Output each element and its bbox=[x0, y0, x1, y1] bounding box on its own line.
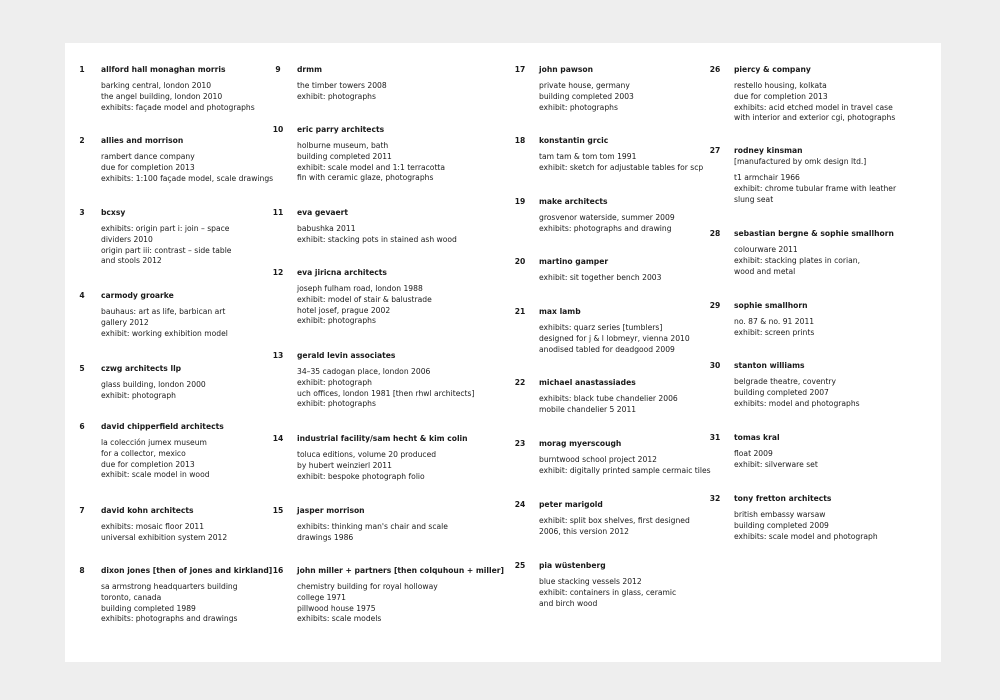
entry-body bbox=[101, 64, 321, 113]
entry-number: 23 bbox=[514, 439, 526, 448]
entry-line: blue stacking vessels 2012 bbox=[539, 577, 642, 586]
entry-line: exhibit: scale model and 1:1 terracotta bbox=[297, 162, 446, 172]
entry-name: allies and morrison bbox=[101, 136, 184, 145]
entry-name: john miller + partners [then colquhoun + miller] bbox=[297, 566, 504, 575]
entry-line: exhibit: photographs bbox=[297, 91, 376, 101]
entry-line: sa armstrong headquarters building bbox=[101, 582, 238, 591]
entry-line: british embassy warsaw bbox=[734, 510, 826, 519]
entry-line: exhibits: façade model and photographs bbox=[101, 102, 255, 112]
entry-line: building completed 2011 bbox=[297, 151, 392, 161]
entry-name: drmm bbox=[297, 65, 323, 74]
entry-line: exhibit: photograph bbox=[101, 390, 176, 400]
entry-line: exhibit: photograph bbox=[297, 377, 372, 387]
entry-line: babushka 2011 bbox=[297, 224, 356, 233]
entry-line: wood and metal bbox=[734, 266, 796, 276]
entry-name: tomas kral bbox=[734, 433, 780, 442]
entry-line: exhibits: photographs and drawing bbox=[539, 223, 672, 233]
entry-number: 9 bbox=[275, 65, 281, 74]
entry-number: 3 bbox=[79, 208, 85, 217]
entry-line: exhibits: model and photographs bbox=[734, 398, 860, 408]
entry-line: exhibits: scale model and photograph bbox=[734, 531, 878, 541]
entry-line: exhibits: acid etched model in travel case bbox=[734, 102, 893, 112]
entry-line: burntwood school project 2012 bbox=[539, 455, 658, 464]
entry-line: restello housing, kolkata bbox=[734, 81, 827, 90]
entry-line: exhibits: 1:100 façade model, scale drawings bbox=[101, 173, 274, 183]
entry-line: exhibit: chrome tubular frame with leather bbox=[734, 183, 897, 193]
entry-number: 5 bbox=[79, 364, 85, 373]
entry-body bbox=[539, 196, 759, 235]
entry-line: grosvenor waterside, summer 2009 bbox=[539, 213, 675, 222]
entry-body bbox=[734, 145, 954, 205]
entry-line: and stools 2012 bbox=[101, 256, 162, 266]
entry-number: 16 bbox=[272, 566, 284, 575]
entry-line: uch offices, london 1981 [then rhwl architects] bbox=[297, 388, 475, 398]
entry-name: sebastian bergne & sophie smallhorn bbox=[734, 229, 894, 238]
entry-line: belgrade theatre, coventry bbox=[734, 377, 837, 386]
entry-line: building completed 2007 bbox=[734, 387, 829, 397]
entry-number: 29 bbox=[709, 301, 721, 310]
entry-name: michael anastassiades bbox=[539, 378, 636, 387]
entry-name: david kohn architects bbox=[101, 506, 194, 515]
entry-body bbox=[297, 267, 517, 327]
entry-line: and birch wood bbox=[539, 598, 598, 608]
entry-line: exhibit: sit together bench 2003 bbox=[539, 273, 662, 282]
entry-line: exhibit: silverware set bbox=[734, 459, 818, 469]
entry-line: exhibits: thinking man's chair and scale bbox=[297, 522, 448, 531]
entry-number: 7 bbox=[79, 506, 85, 515]
entry-body bbox=[101, 135, 321, 184]
entry-line: college 1971 bbox=[297, 592, 346, 602]
entry-line: the timber towers 2008 bbox=[297, 81, 387, 90]
entry-line: tam tam & tom tom 1991 bbox=[539, 152, 637, 161]
entry-line: building completed 1989 bbox=[101, 603, 196, 613]
entry-name: make architects bbox=[539, 197, 608, 206]
entry-line: exhibit: photographs bbox=[297, 399, 376, 409]
entry-name: pia wüstenberg bbox=[539, 561, 606, 570]
entry-body bbox=[101, 421, 321, 481]
entry-line: exhibit: stacking pots in stained ash wood bbox=[297, 234, 457, 244]
entry-line: private house, germany bbox=[539, 81, 630, 90]
entry-number: 28 bbox=[709, 229, 721, 238]
entry-line: exhibit: screen prints bbox=[734, 327, 815, 337]
entry-line: exhibit: photographs bbox=[539, 102, 618, 112]
entry-body bbox=[734, 493, 954, 542]
entry-line: bauhaus: art as life, barbican art bbox=[101, 307, 226, 316]
entry-line: origin part iii: contrast – side table bbox=[101, 245, 232, 255]
entry-line: 34–35 cadogan place, london 2006 bbox=[297, 367, 431, 376]
entry-body bbox=[101, 565, 321, 625]
entry-line: for a collector, mexico bbox=[101, 448, 186, 458]
entry-line: toluca editions, volume 20 produced bbox=[297, 450, 437, 459]
entry-number: 19 bbox=[514, 197, 526, 206]
entry-line: fin with ceramic glaze, photographs bbox=[297, 173, 434, 183]
entry-number: 12 bbox=[272, 268, 284, 277]
entry-line: universal exhibition system 2012 bbox=[101, 532, 228, 542]
entry-name: carmody groarke bbox=[101, 291, 174, 300]
entry-line: exhibit: scale model in wood bbox=[101, 470, 210, 480]
entry-line: t1 armchair 1966 bbox=[734, 173, 800, 182]
entry-number: 8 bbox=[79, 566, 85, 575]
entry-line: due for completion 2013 bbox=[101, 459, 195, 469]
entry-name: gerald levin associates bbox=[297, 351, 396, 360]
entry-line: due for completion 2013 bbox=[101, 162, 195, 172]
entry-line: with interior and exterior cgi, photographs bbox=[734, 113, 896, 123]
entry-body bbox=[539, 256, 759, 284]
entry-line: exhibit: working exhibition model bbox=[101, 328, 228, 338]
entry-line: exhibit: sketch for adjustable tables for scp bbox=[539, 162, 704, 172]
entry-number: 6 bbox=[79, 422, 85, 431]
entry-name: sophie smallhorn bbox=[734, 301, 808, 310]
entry-number: 22 bbox=[514, 378, 526, 387]
entry-name: eva jiricna architects bbox=[297, 268, 387, 277]
entry-name: max lamb bbox=[539, 307, 581, 316]
entry-number: 26 bbox=[709, 65, 721, 74]
entry-line: barking central, london 2010 bbox=[101, 81, 212, 90]
entry-number: 31 bbox=[709, 433, 721, 442]
entry-body bbox=[734, 64, 954, 124]
entry-line: colourware 2011 bbox=[734, 245, 798, 254]
entry-line: exhibits: mosaic floor 2011 bbox=[101, 522, 205, 531]
entry-body bbox=[539, 306, 759, 355]
entry-body bbox=[297, 350, 517, 410]
entry-name: tony fretton architects bbox=[734, 494, 832, 503]
entry-body bbox=[539, 64, 759, 113]
entry-line: toronto, canada bbox=[101, 592, 162, 602]
entry-number: 2 bbox=[79, 136, 85, 145]
entry-line: the angel building, london 2010 bbox=[101, 91, 223, 101]
entry-line: building completed 2003 bbox=[539, 91, 634, 101]
entry-number: 25 bbox=[514, 561, 526, 570]
entry-name: piercy & company bbox=[734, 65, 811, 74]
entry-line: no. 87 & no. 91 2011 bbox=[734, 317, 815, 326]
catalogue-page bbox=[65, 43, 941, 662]
entry-number: 10 bbox=[272, 125, 284, 134]
entry-subtitle: [manufactured by omk design ltd.] bbox=[734, 157, 867, 166]
entry-number: 15 bbox=[272, 506, 284, 515]
entry-name: martino gamper bbox=[539, 257, 609, 266]
entry-name: konstantin grcic bbox=[539, 136, 609, 145]
entry-name: bcxsy bbox=[101, 208, 126, 217]
entry-body bbox=[297, 433, 517, 482]
entry-line: by hubert weinzierl 2011 bbox=[297, 460, 392, 470]
entry-name: rodney kinsman bbox=[734, 146, 803, 155]
entry-number: 4 bbox=[79, 291, 85, 300]
entry-line: rambert dance company bbox=[101, 152, 195, 161]
entry-name: john pawson bbox=[539, 65, 593, 74]
entry-line: 2006, this version 2012 bbox=[539, 526, 629, 536]
entry-name: david chipperfield architects bbox=[101, 422, 224, 431]
entry-body bbox=[297, 207, 517, 246]
entry-name: industrial facility/sam hecht & kim colin bbox=[297, 434, 468, 443]
entry-number: 13 bbox=[272, 351, 284, 360]
entry-number: 1 bbox=[79, 65, 85, 74]
entry-line: dividers 2010 bbox=[101, 234, 153, 244]
entry-line: gallery 2012 bbox=[101, 317, 149, 327]
entry-name: peter marigold bbox=[539, 500, 603, 509]
entry-name: stanton williams bbox=[734, 361, 805, 370]
entry-body bbox=[101, 290, 321, 339]
entry-number: 11 bbox=[272, 208, 284, 217]
entry-line: mobile chandelier 5 2011 bbox=[539, 404, 637, 414]
entry-name: morag myerscough bbox=[539, 439, 622, 448]
entry-body bbox=[539, 499, 759, 538]
entry-name: czwg architects llp bbox=[101, 364, 182, 373]
entry-name: dixon jones [then of jones and kirkland] bbox=[101, 566, 273, 575]
entry-body bbox=[734, 360, 954, 409]
entry-number: 18 bbox=[514, 136, 526, 145]
entry-line: exhibit: photographs bbox=[297, 316, 376, 326]
entry-line: designed for j & l lobmeyr, vienna 2010 bbox=[539, 333, 690, 343]
entry-number: 32 bbox=[709, 494, 721, 503]
entry-line: glass building, london 2000 bbox=[101, 380, 206, 389]
entry-name: allford hall monaghan morris bbox=[101, 65, 226, 74]
entry-line: exhibits: black tube chandelier 2006 bbox=[539, 394, 678, 403]
entry-body bbox=[734, 432, 954, 471]
entry-line: slung seat bbox=[734, 194, 774, 204]
entry-name: eric parry architects bbox=[297, 125, 385, 134]
entry-body bbox=[539, 135, 759, 174]
entry-line: exhibit: stacking plates in corian, bbox=[734, 255, 861, 265]
entry-number: 14 bbox=[272, 434, 284, 443]
entry-line: la colección jumex museum bbox=[101, 438, 207, 447]
entry-line: exhibit: containers in glass, ceramic bbox=[539, 587, 677, 597]
entry-number: 30 bbox=[709, 361, 721, 370]
entry-body bbox=[734, 300, 954, 339]
entry-line: chemistry building for royal holloway bbox=[297, 582, 438, 591]
entry-body bbox=[539, 438, 759, 477]
entry-line: exhibits: quarz series [tumblers] bbox=[539, 323, 663, 332]
entry-body bbox=[734, 228, 954, 277]
entry-number: 17 bbox=[514, 65, 526, 74]
entry-line: due for completion 2013 bbox=[734, 91, 828, 101]
entry-body bbox=[539, 560, 759, 609]
entry-body bbox=[101, 207, 321, 267]
entry-line: exhibits: photographs and drawings bbox=[101, 614, 238, 624]
entry-line: pillwood house 1975 bbox=[297, 603, 376, 613]
entry-body bbox=[539, 377, 759, 416]
entry-line: exhibit: bespoke photograph folio bbox=[297, 471, 425, 481]
entry-line: exhibit: model of stair & balustrade bbox=[297, 294, 432, 304]
entry-line: exhibits: scale models bbox=[297, 614, 382, 624]
entry-body bbox=[297, 64, 517, 103]
entry-line: holburne museum, bath bbox=[297, 141, 389, 150]
entry-body bbox=[297, 505, 517, 544]
entry-line: exhibit: digitally printed sample cermaic tiles bbox=[539, 465, 711, 475]
entry-line: anodised tabled for deadgood 2009 bbox=[539, 344, 675, 354]
entry-name: jasper morrison bbox=[297, 506, 365, 515]
entry-body bbox=[297, 124, 517, 184]
entry-body bbox=[297, 565, 517, 625]
entry-line: joseph fulham road, london 1988 bbox=[297, 284, 423, 293]
entry-line: exhibits: origin part i: join – space bbox=[101, 224, 230, 233]
entry-body bbox=[101, 505, 321, 544]
entry-line: float 2009 bbox=[734, 449, 773, 458]
entry-number: 24 bbox=[514, 500, 526, 509]
entry-number: 27 bbox=[709, 146, 721, 155]
entry-name: eva gevaert bbox=[297, 208, 349, 217]
entry-line: exhibit: split box shelves, first designed bbox=[539, 516, 690, 525]
entry-line: drawings 1986 bbox=[297, 532, 354, 542]
entry-body bbox=[101, 363, 321, 402]
entry-number: 21 bbox=[514, 307, 526, 316]
entry-line: hotel josef, prague 2002 bbox=[297, 305, 391, 315]
entry-number: 20 bbox=[514, 257, 526, 266]
entry-line: building completed 2009 bbox=[734, 520, 829, 530]
